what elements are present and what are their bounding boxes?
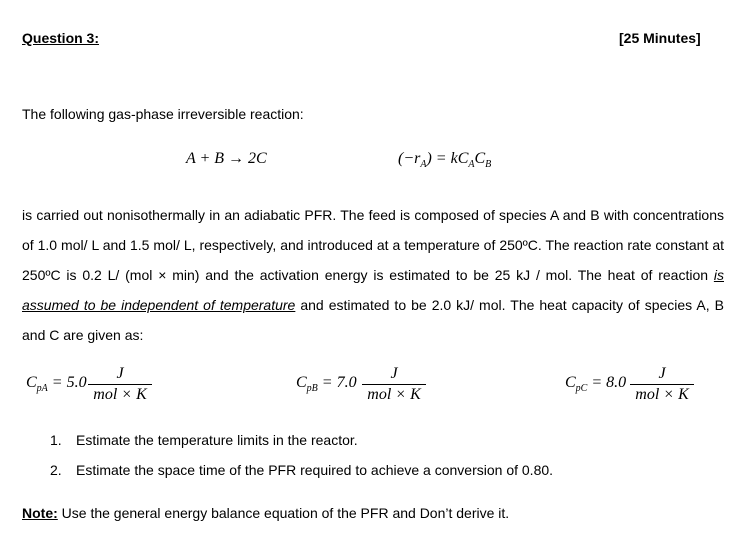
rate-lhs: (−r	[398, 150, 421, 167]
paragraph-text-2: and estimated to be 2.0 kJ/ mol. The heat capacity of species A, B and C are given as:	[22, 297, 724, 343]
rate-lhs-sub: A	[420, 159, 427, 171]
units-numerator: J	[658, 365, 666, 382]
cp-value: = 7.0	[317, 374, 357, 391]
heat-capacity-c	[565, 374, 626, 394]
paragraph-underlined: is assumed to be independent of temperature	[22, 267, 724, 313]
fraction-bar	[362, 384, 426, 385]
fraction-bar	[630, 384, 694, 385]
cp-symbol: C	[565, 374, 576, 391]
cp-sub: pB	[306, 383, 318, 395]
intro-text: The following gas-phase irreversible reaction:	[22, 106, 304, 122]
cp-sub: pA	[36, 383, 48, 395]
task-text: Estimate the space time of the PFR required to achieve a conversion of 0.80.	[76, 462, 554, 478]
heat-capacity-b-units	[362, 365, 426, 404]
cp-value: = 5.0	[47, 374, 87, 391]
note-text: Use the general energy balance equation of the PFR and Don’t derive it.	[57, 505, 510, 521]
units-numerator: J	[390, 365, 398, 382]
rate-sub-a: A	[468, 159, 475, 171]
rate-sub-b: B	[485, 159, 492, 171]
units-denominator: mol × K	[367, 386, 421, 403]
task-number: 2.	[50, 462, 62, 478]
problem-paragraph	[22, 200, 724, 350]
cp-symbol: C	[26, 374, 37, 391]
heat-capacity-c-units	[630, 365, 694, 404]
rate-mid: C	[474, 150, 486, 167]
task-item	[50, 432, 358, 448]
note	[22, 505, 509, 521]
heat-capacity-a	[26, 374, 87, 394]
task-item	[50, 462, 553, 478]
fraction-bar	[88, 384, 152, 385]
task-text: Estimate the temperature limits in the reactor.	[76, 432, 358, 448]
units-denominator: mol × K	[635, 386, 689, 403]
note-label: Note:	[22, 505, 58, 521]
cp-sub: pC	[575, 383, 588, 395]
cp-symbol: C	[296, 374, 307, 391]
reaction-equation: A + B → 2C	[186, 150, 267, 167]
task-number: 1.	[50, 432, 62, 448]
heat-capacity-b	[296, 374, 357, 394]
rate-law	[398, 150, 491, 170]
paragraph-text-1: is carried out nonisothermally in an adiabatic PFR. The feed is composed of species A and B with concentrations of 1.0 mol/ L and 1.5 mol/ L, respectively, and introduced at a temperature of 250ºC. The reaction rate constant at 250ºC is 0.2 L/ (mol × min) and the activation energy is estimated to be 25 kJ / mol. The heat of reaction	[22, 207, 724, 283]
heat-capacity-a-units	[88, 365, 152, 404]
question-title: Question 3:	[22, 30, 100, 46]
rate-rhs: ) = kC	[426, 150, 469, 167]
units-denominator: mol × K	[93, 386, 147, 403]
time-allotment: [25 Minutes]	[619, 30, 701, 46]
units-numerator: J	[116, 365, 124, 382]
cp-value: = 8.0	[587, 374, 627, 391]
